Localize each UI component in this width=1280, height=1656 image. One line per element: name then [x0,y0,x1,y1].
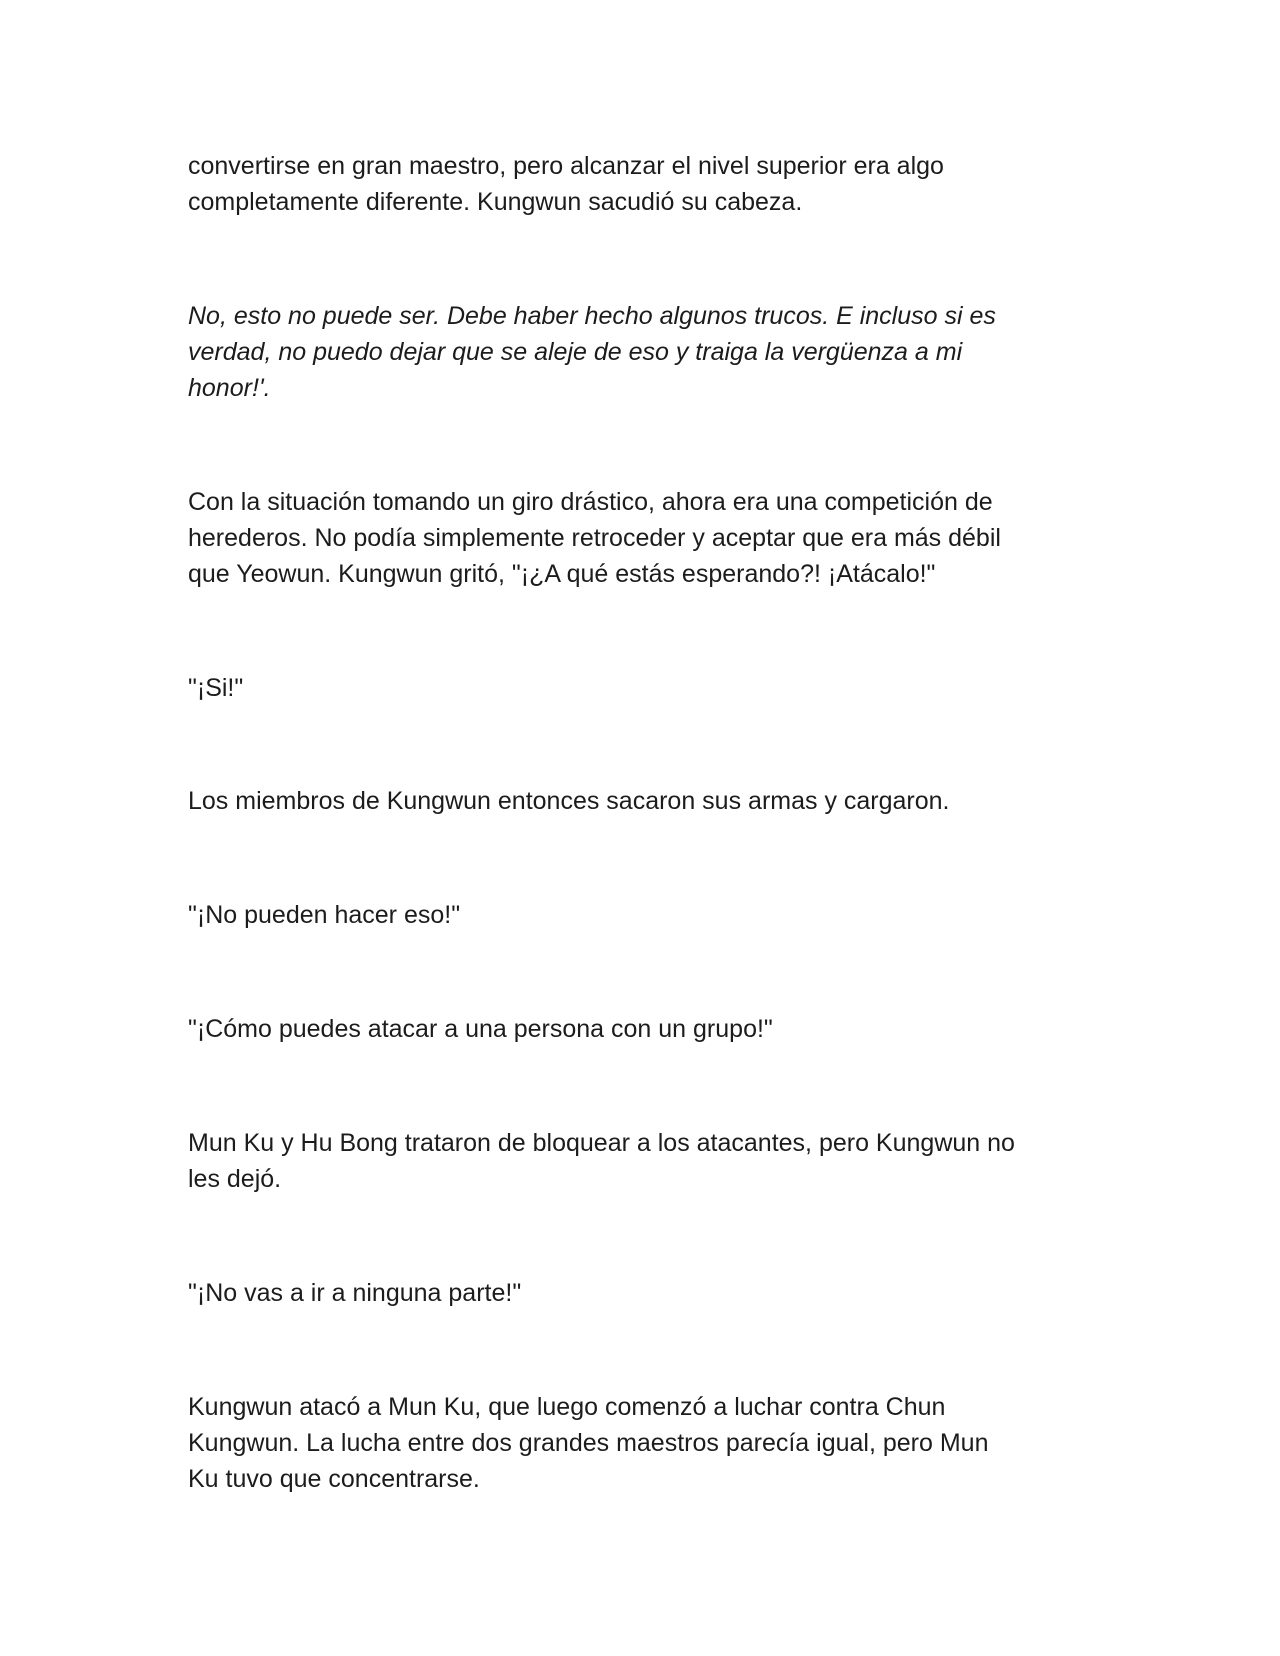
paragraph-7-dialogue: "¡Cómo puedes atacar a una persona con un grupo!" [188,1015,773,1043]
paragraph-5: Los miembros de Kungwun entonces sacaron sus armas y cargaron. [188,787,950,815]
paragraph-2-italic-thought: No, esto no puede ser. Debe haber hecho algunos trucos. E incluso si es verdad, no puedo dejar que se aleje de eso y traiga la vergüenza a mi honor!'. [188,302,996,402]
paragraph-9-dialogue: "¡No vas a ir a ninguna parte!" [188,1279,522,1307]
paragraph-6-dialogue: "¡No pueden hacer eso!" [188,901,461,929]
paragraph-4-dialogue: "¡Si!" [188,674,244,702]
paragraph-1: convertirse en gran maestro, pero alcanzar el nivel superior era algo completamente diferente. Kungwun sacudió su cabeza. [188,152,944,216]
paragraph-8: Mun Ku y Hu Bong trataron de bloquear a los atacantes, pero Kungwun no les dejó. [188,1129,1015,1193]
paragraph-10: Kungwun atacó a Mun Ku, que luego comenzó a luchar contra Chun Kungwun. La lucha entre dos grandes maestros parecía igual, pero Mun Ku tuvo que concentrarse. [188,1393,989,1493]
paragraph-3: Con la situación tomando un giro drástico, ahora era una competición de herederos. No podía simplemente retroceder y aceptar que era más débil que Yeowun. Kungwun gritó, "¡¿A qué estás esperando?! ¡Atácalo!" [188,488,1001,588]
